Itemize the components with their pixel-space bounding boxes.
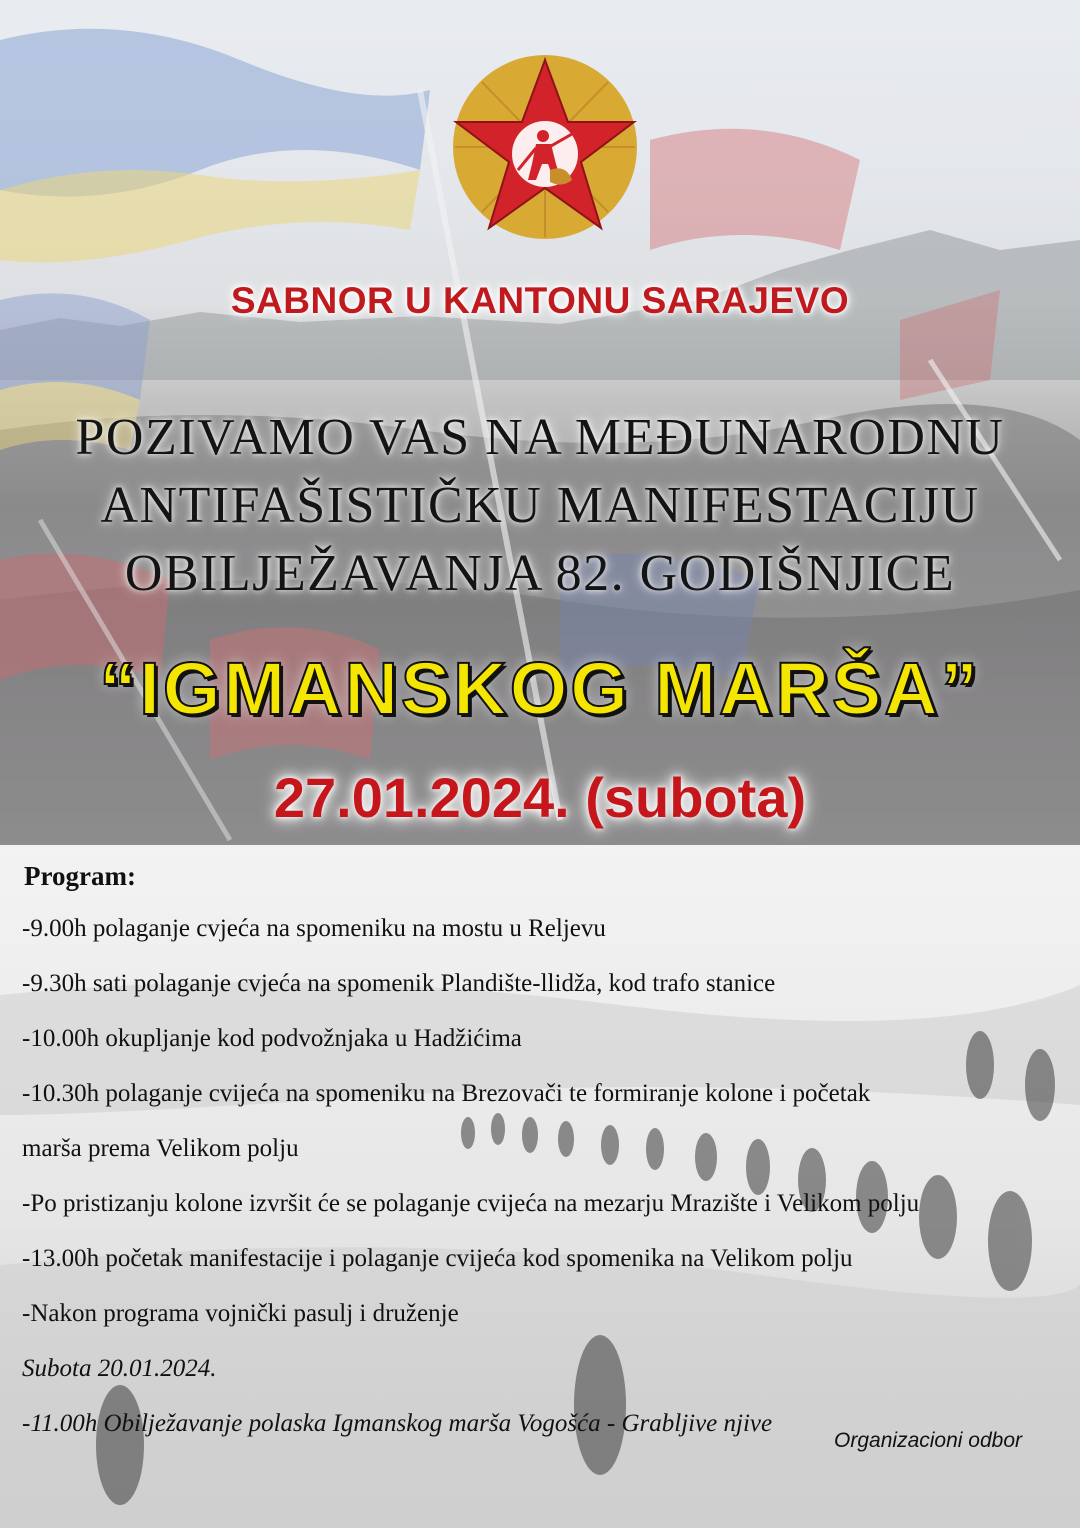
invitation-line: POZIVAMO VAS NA MEĐUNARODNU [75, 409, 1005, 466]
program-item: -9.30h sati polaganje cvjeća na spomenik Plandište-llidža, kod trafo stanice [22, 970, 776, 997]
program-item: -Po pristizanju kolone izvršit će se polaganje cvijeća na mezarju Mrazište i Velikom polju [22, 1190, 920, 1217]
program-item: -10.00h okupljanje kod podvožnjaka u Hadžićima [22, 1025, 522, 1052]
program-secondary-item: -11.00h Obilježavanje polaska Igmanskog marša Vogošća - Grabljive njive [22, 1410, 773, 1437]
program-item: marša prema Velikom polju [22, 1135, 299, 1162]
program-secondary-date: Subota 20.01.2024. [22, 1355, 217, 1382]
event-name: “IGMANSKOG MARŠA” [99, 647, 981, 730]
program-item: -9.00h polaganje cvjeća na spomeniku na mostu u Reljevu [22, 915, 606, 942]
event-date: 27.01.2024. (subota) [273, 766, 807, 829]
program-item: -10.30h polaganje cvijeća na spomeniku na Brezovači te formiranje kolone i početak [22, 1080, 871, 1107]
invitation-block [0, 404, 1080, 608]
invitation-line: ANTIFAŠISTIČKU MANIFESTACIJU [100, 477, 980, 534]
program-item: -13.00h početak manifestacije i polaganje cvijeća kod spomenika na Velikom polju [22, 1245, 853, 1272]
invitation-line: OBILJEŽAVANJA 82. GODIŠNJICE [124, 545, 956, 602]
program-item: -Nakon programa vojnički pasulj i druženje [22, 1300, 459, 1327]
organization-title: SABNOR U KANTONU SARAJEVO [230, 280, 850, 321]
organizer-signature: Organizacioni odbor [834, 1429, 1022, 1452]
program-section [22, 851, 1072, 1451]
red-star-partisan-emblem-icon [432, 52, 658, 242]
program-heading: Program: [24, 861, 136, 891]
